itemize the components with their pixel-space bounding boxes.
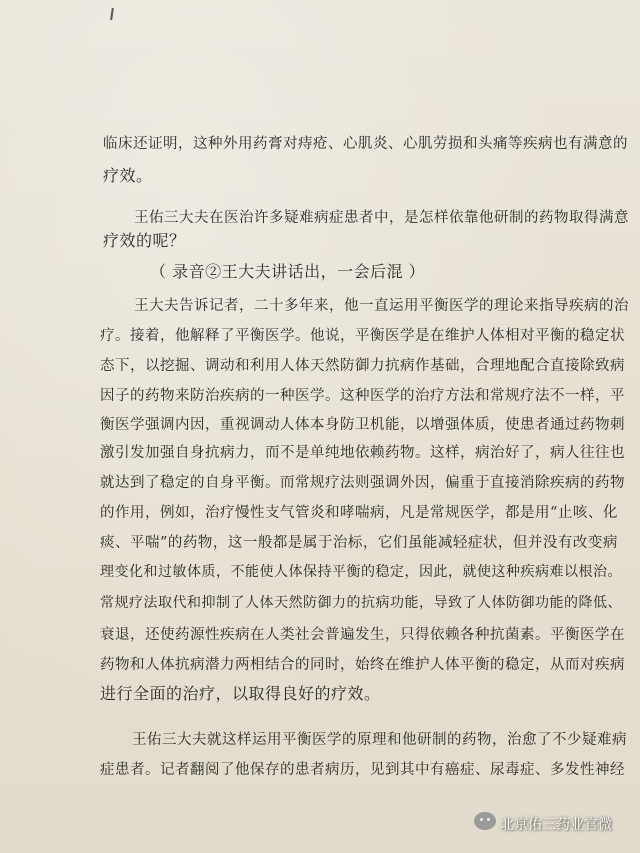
text-line: 进行全面的治疗，以取得良好的疗效。 [100, 684, 381, 703]
text-line: 临床还证明，这种外用药膏对痔疮、心肌炎、心肌劳损和头痛等疾病也有满意的 [103, 136, 628, 152]
text-line: 王佑三大夫在医治许多疑难病症患者中，是怎样依靠他研制的药物取得满意 [134, 210, 629, 226]
recording-note: （ 录音②王大夫讲话出，一会后混 ） [150, 262, 426, 281]
text-line: 疗。接着，他解释了平衡医学。他说，平衡医学是在维护人体相对平衡的稳定状 [100, 328, 625, 344]
watermark-text: 北京佑三药业官微 [500, 817, 612, 833]
text-line: 痰、平喘”的药物，这一般都是属于治标，它们虽能减轻症状，但并没有改变病 [100, 535, 618, 551]
text-line: 药物和人体抗病潜力两相结合的同时，始终在维护人体平衡的稳定，从而对疾病 [100, 657, 625, 673]
text-line: 激引发加强自身抗病力，而不是单纯地依赖药物。这样，病治好了，病人往往也 [100, 445, 625, 461]
text-line: 衰退，还使药源性疾病在人类社会普遍发生，只得依赖各种抗菌素。平衡医学在 [100, 627, 625, 643]
text-line: 的作用，例如，治疗慢性支气管炎和哮喘病，凡是常规医学，都是用“止咳、化 [100, 505, 618, 521]
text-line: 因子的药物来防治疾病的一种医学。这种医学的治疗方法和常规疗法不一样，平 [100, 388, 625, 404]
wechat-icon [474, 812, 496, 830]
pencil-mark [110, 8, 114, 22]
text-line: 衡医学强调内因，重视调动人体本身防卫机能，以增强体质，使患者通过药物刺 [100, 417, 625, 433]
text-line: 王大夫告诉记者，二十多年来，他一直运用平衡医学的理论来指导疾病的治 [134, 298, 629, 314]
text-line: 疗效。 [103, 166, 153, 185]
text-line: 理变化和过敏体质，不能使人体保持平衡的稳定，因此，就使这种疾病难以根治。 [100, 564, 622, 580]
text-line: 疗效的呢？ [103, 231, 186, 250]
text-line: 王佑三大夫就这样运用平衡医学的原理和他研制的药物，治愈了不少疑难病 [132, 732, 627, 748]
text-line: 症患者。记者翻阅了他保存的患者病历，见到其中有癌症、尿毒症、多发性神经 [100, 762, 625, 778]
text-line: 就达到了稳定的自身平衡。而常规疗法则强调外因，偏重于直接消除疾病的药物 [100, 475, 625, 491]
text-line: 态下，以挖掘、调动和利用人体天然防御力抗病作基础，合理地配合直接除致病 [100, 358, 625, 374]
text-line: 常规疗法取代和抑制了人体天然防御力的抗病功能，导致了人体防御功能的降低、 [100, 595, 622, 611]
